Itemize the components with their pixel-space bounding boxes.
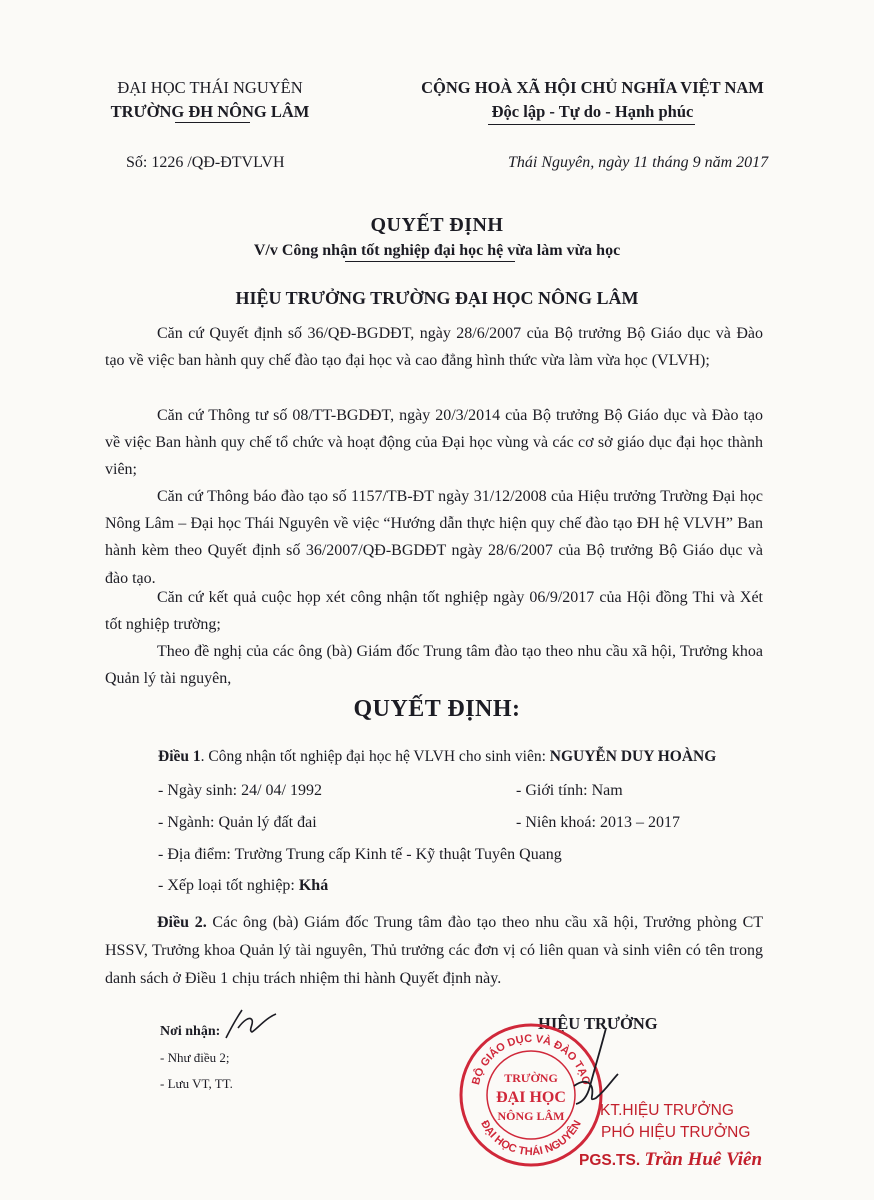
dob-value: 24/ 04/ 1992 <box>241 782 322 799</box>
signer-degree: PGS.TS. <box>579 1152 641 1169</box>
handwritten-signature <box>566 1024 626 1110</box>
place-date: Thái Nguyên, ngày 11 tháng 9 năm 2017 <box>508 154 769 171</box>
location-value: Trường Trung cấp Kinh tế - Kỹ thuật Tuyên Quang <box>234 846 562 863</box>
signer-fullname: Trần Huê Viên <box>644 1149 763 1170</box>
preamble-paragraph: Căn cứ Quyết định số 36/QĐ-BGDĐT, ngày 28/6/2007 của Bộ trưởng Bộ Giáo dục và Đào tạo về việc ban hành quy chế đào tạo đại học và cao đẳng hình thức vừa làm vừa học (VLVH); <box>105 325 763 370</box>
motto-underline <box>488 124 695 125</box>
issuer-block <box>90 76 330 124</box>
signer-name <box>579 1149 762 1171</box>
signer-delegation: KT.HIỆU TRƯỞNG <box>600 1102 734 1119</box>
field-location: - Địa điểm: Trường Trung cấp Kinh tế - Kỹ thuật Tuyên Quang <box>158 846 562 863</box>
ministry-name: ĐẠI HỌC THÁI NGUYÊN <box>117 78 303 97</box>
subject-underline <box>345 261 515 262</box>
national-header <box>395 76 790 124</box>
issuing-authority: HIỆU TRƯỞNG TRƯỜNG ĐẠI HỌC NÔNG LÂM <box>235 288 639 308</box>
cohort-value: 2013 – 2017 <box>599 814 680 831</box>
preamble-paragraph: Căn cứ kết quả cuộc họp xét công nhận tốt nghiệp ngày 06/9/2017 của Hội đồng Thi và Xét tốt nghiệp trường; <box>105 589 763 634</box>
recipient-item: - Như điều 2; <box>160 1050 230 1065</box>
preamble-paragraph: Căn cứ Thông báo đào tạo số 1157/TB-ĐT ngày 31/12/2008 của Hiệu trưởng Trường Đại học Nông Lâm – Đại học Thái Nguyên về việc “Hướng dẫn thực hiện quy chế đào tạo ĐH hệ VLVH” Ban hành kèm theo Quyết định số 36/2007/QĐ-BGDĐT ngày 28/6/2007 của Bộ trưởng Bộ Giáo dục và đào tạo. <box>105 488 763 587</box>
field-grade: - Xếp loại tốt nghiệp: Khá <box>158 877 329 894</box>
seal-line-3: NÔNG LÂM <box>497 1109 565 1123</box>
major-value: Quản lý đất đai <box>218 814 317 831</box>
article-1-text: . Công nhận tốt nghiệp đại học hệ VLVH cho sinh viên: <box>200 748 550 765</box>
initials-mark <box>222 1006 280 1046</box>
preamble-paragraph: Theo đề nghị của các ông (bà) Giám đốc Trung tâm đào tạo theo nhu cầu xã hội, Trưởng khoa Quản lý tài nguyên, <box>105 643 763 688</box>
seal-bottom-text: ĐẠI HỌC THÁI NGUYÊN <box>478 1118 584 1159</box>
article-2-label: Điều 2. <box>157 914 207 931</box>
field-major: - Ngành: Quản lý đất đai <box>158 814 317 831</box>
gender-value: Nam <box>591 782 623 799</box>
recipients-title: Nơi nhận: <box>160 1024 221 1039</box>
school-name: TRƯỜNG ĐH NÔNG LÂM <box>110 102 310 121</box>
article-2-text: Các ông (bà) Giám đốc Trung tâm đào tạo theo nhu cầu xã hội, Trưởng phòng CT HSSV, Trưởng khoa Quản lý tài nguyên, Thủ trưởng các đơn vị có liên quan và sinh viên có tên trong danh sách ở Điều 1 chịu trách nhiệm thi hành Quyết định này. <box>105 914 764 987</box>
signer-position: PHÓ HIỆU TRƯỞNG <box>601 1124 751 1141</box>
document-title: QUYẾT ĐỊNH <box>370 214 504 236</box>
issuer-underline <box>175 122 250 123</box>
grade-value: Khá <box>298 877 329 894</box>
seal-line-2: ĐẠI HỌC <box>496 1089 566 1106</box>
article-2 <box>105 909 763 993</box>
article-1-label: Điều 1 <box>158 748 201 765</box>
student-name: NGUYỄN DUY HOÀNG <box>549 748 717 765</box>
field-cohort: - Niên khoá: 2013 – 2017 <box>516 814 680 831</box>
national-motto: Độc lập - Tự do - Hạnh phúc <box>491 102 694 121</box>
document-number: Số: 1226 /QĐ-ĐTVLVH <box>126 154 285 171</box>
recipient-item: - Lưu VT, TT. <box>160 1076 233 1091</box>
seal-top-text: BỘ GIÁO DỤC VÀ ĐÀO TẠO <box>470 1032 592 1087</box>
republic-name: CỘNG HOÀ XÃ HỘI CHỦ NGHĨA VIỆT NAM <box>421 78 764 97</box>
seal-line-1: TRƯỜNG <box>504 1071 558 1085</box>
preamble-paragraph: Căn cứ Thông tư số 08/TT-BGDĐT, ngày 20/3/2014 của Bộ trưởng Bộ Giáo dục và Đào tạo về việc Ban hành quy chế tổ chức và hoạt động của Đại học vùng và các cơ sở giáo dục đại học thành viên; <box>105 407 763 479</box>
field-gender: - Giới tính: Nam <box>516 782 623 799</box>
document-subject: V/v Công nhận tốt nghiệp đại học hệ vừa làm vừa học <box>253 242 621 259</box>
article-1 <box>158 748 716 766</box>
field-dob: - Ngày sinh: 24/ 04/ 1992 <box>158 782 322 799</box>
decision-heading: QUYẾT ĐỊNH: <box>353 696 521 722</box>
signer-rank: HIỆU TRƯỞNG <box>538 1014 658 1033</box>
